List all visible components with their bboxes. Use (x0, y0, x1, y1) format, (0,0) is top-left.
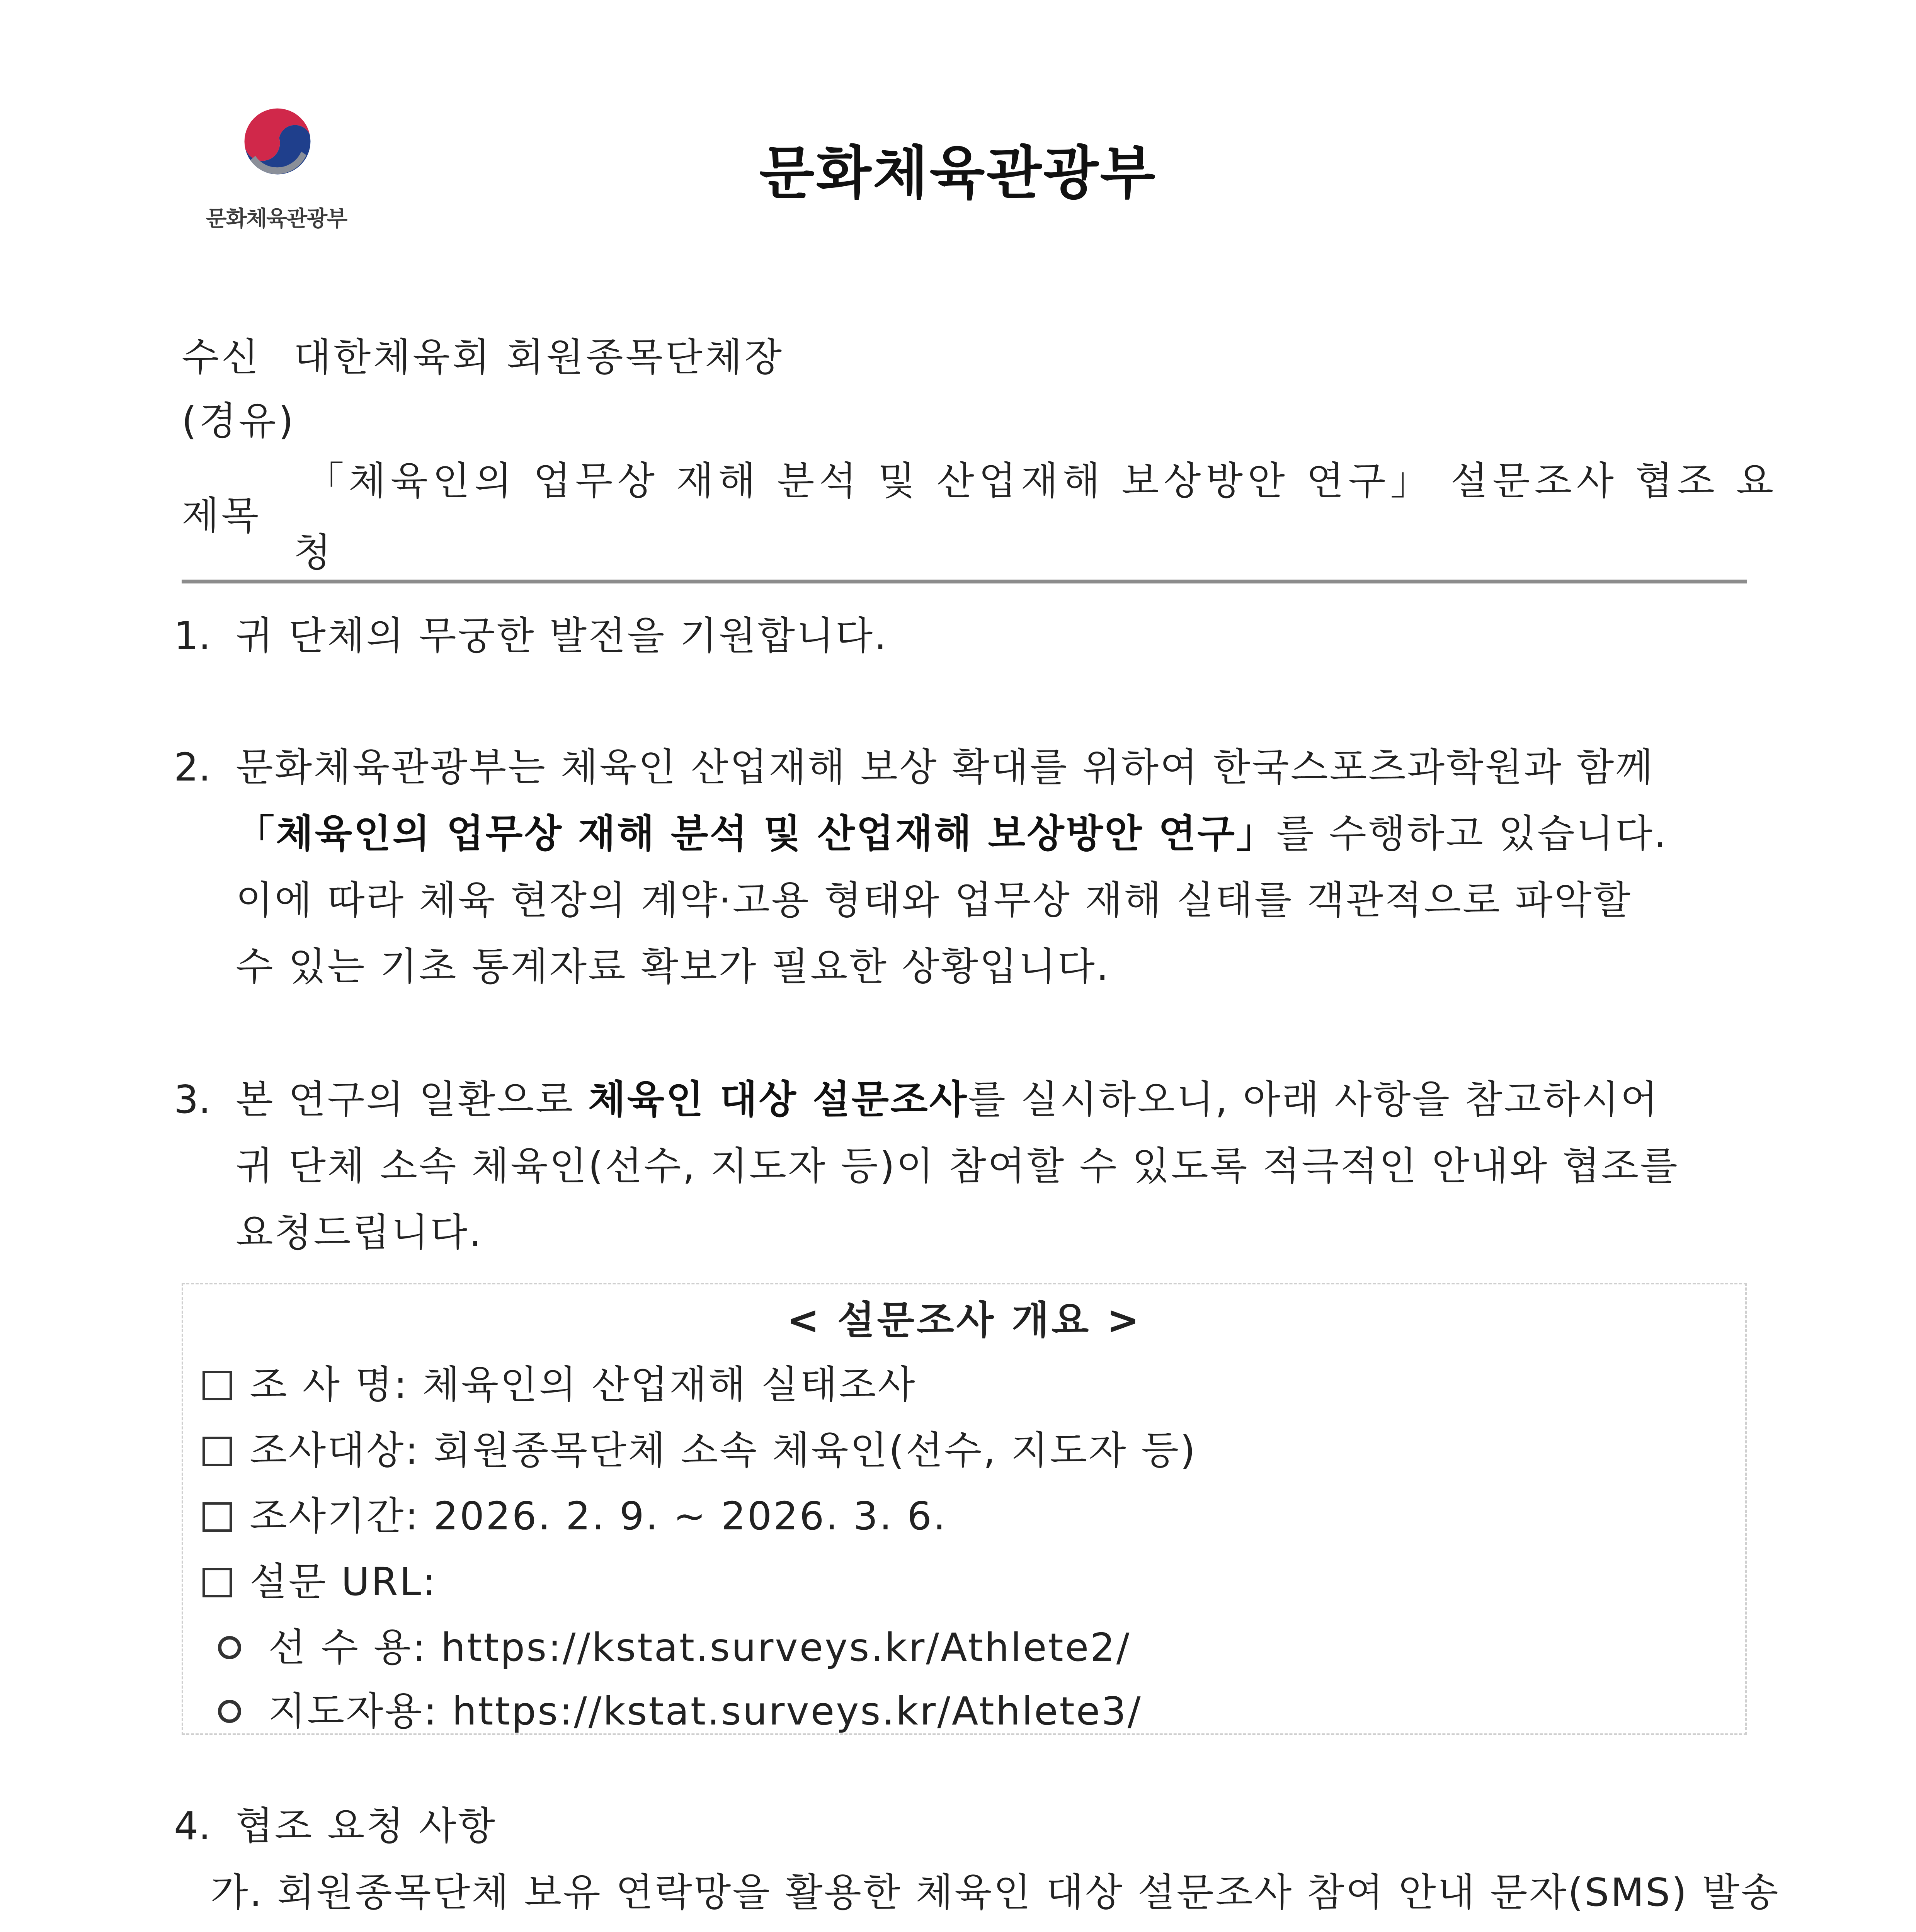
checkbox-icon (202, 1371, 232, 1400)
p2-line-4: 수 있는 기초 통계자료 확보가 필요한 상황입니다. (236, 944, 1110, 989)
subject-label: 제목 (182, 493, 261, 538)
survey-overview-box (182, 1283, 1747, 1735)
checkbox-icon (202, 1568, 232, 1597)
p2-line-3: 이에 따라 체육 현장의 계약·고용 형태와 업무상 재해 실태를 객관적으로 파악할 (236, 878, 1632, 923)
survey-row-athlete-url (199, 1619, 1131, 1677)
survey-row-url (202, 1553, 437, 1611)
survey-period-text: 조사기간: 2026. 2. 9. ~ 2026. 3. 6. (250, 1493, 947, 1539)
p1-number: 1. (174, 613, 211, 658)
logo-text: 문화체육관광부 (206, 206, 347, 231)
circle-bullet-icon (218, 1700, 241, 1723)
survey-row-coach-url (199, 1682, 1142, 1740)
paragraph-1 (236, 603, 888, 669)
subject-line-2: 청 (294, 530, 334, 575)
p4-item-na (211, 1926, 1721, 1932)
survey-url-label: 설문 URL: (250, 1559, 437, 1604)
p2-study-title: 「체육인의 업무상 재해 분석 및 산업재해 보상방안 연구」 (236, 811, 1276, 856)
survey-row-target (202, 1422, 1197, 1480)
p4-heading: 협조 요청 사항 (236, 1803, 497, 1849)
checkbox-icon (202, 1437, 232, 1466)
recipient-value: 대한체육회 회원종목단체장 (294, 335, 784, 380)
p3-survey-emphasis: 체육인 대상 설문조사 (588, 1077, 968, 1122)
p3-line-1-rest: 를 실시하오니, 아래 사항을 참고하시어 (968, 1077, 1659, 1122)
survey-name-text: 조 사 명: 체육인의 산업재해 실태조사 (250, 1362, 917, 1407)
p3-number: 3. (174, 1077, 211, 1122)
paragraph-3 (236, 1066, 1679, 1266)
p3-line-1 (236, 1066, 1679, 1133)
p3-line-3: 요청드립니다. (236, 1210, 483, 1255)
athlete-url-link[interactable]: 선 수 용: https://kstat.surveys.kr/Athlete2/ (268, 1625, 1131, 1670)
recipient-label: 수신 (182, 335, 261, 380)
p2-line-2 (236, 801, 1668, 867)
via-label: (경유) (182, 398, 296, 444)
header-divider (182, 580, 1747, 583)
p2-line-1: 문화체육관광부는 체육인 산업재해 보상 확대를 위하여 한국스포츠과학원과 함께 (236, 745, 1654, 790)
survey-target-text: 조사대상: 회원종목단체 소속 체육인(선수, 지도자 등) (250, 1428, 1197, 1473)
survey-row-period (202, 1487, 947, 1545)
page-title: 문화체육관광부 (759, 140, 1157, 206)
p1-line-1: 귀 단체의 무궁한 발전을 기원합니다. (236, 613, 888, 658)
survey-row-name (202, 1356, 917, 1414)
p2-number: 2. (174, 745, 211, 790)
p2-line-2-rest: 를 수행하고 있습니다. (1276, 811, 1668, 856)
survey-box-title: < 설문조사 개요 > (787, 1298, 1142, 1343)
circle-bullet-icon (218, 1636, 241, 1659)
p4-number: 4. (174, 1803, 211, 1849)
p4-item-ga: 가. 회원종목단체 보유 연락망을 활용한 체육인 대상 설문조사 참여 안내 문자(SMS) 발송 (211, 1870, 1780, 1915)
checkbox-icon (202, 1502, 232, 1532)
paragraph-2 (236, 734, 1668, 1000)
coach-url-link[interactable]: 지도자용: https://kstat.surveys.kr/Athlete3/ (268, 1689, 1142, 1734)
subject-line-1: 「체육인의 업무상 재해 분석 및 산업재해 보상방안 연구」 설문조사 협조 요 (305, 458, 1778, 503)
p3-line-2: 귀 단체 소속 체육인(선수, 지도자 등)이 참여할 수 있도록 적극적인 안내와 협조를 (236, 1143, 1679, 1189)
p3-line-1-pre: 본 연구의 일환으로 (236, 1077, 589, 1122)
